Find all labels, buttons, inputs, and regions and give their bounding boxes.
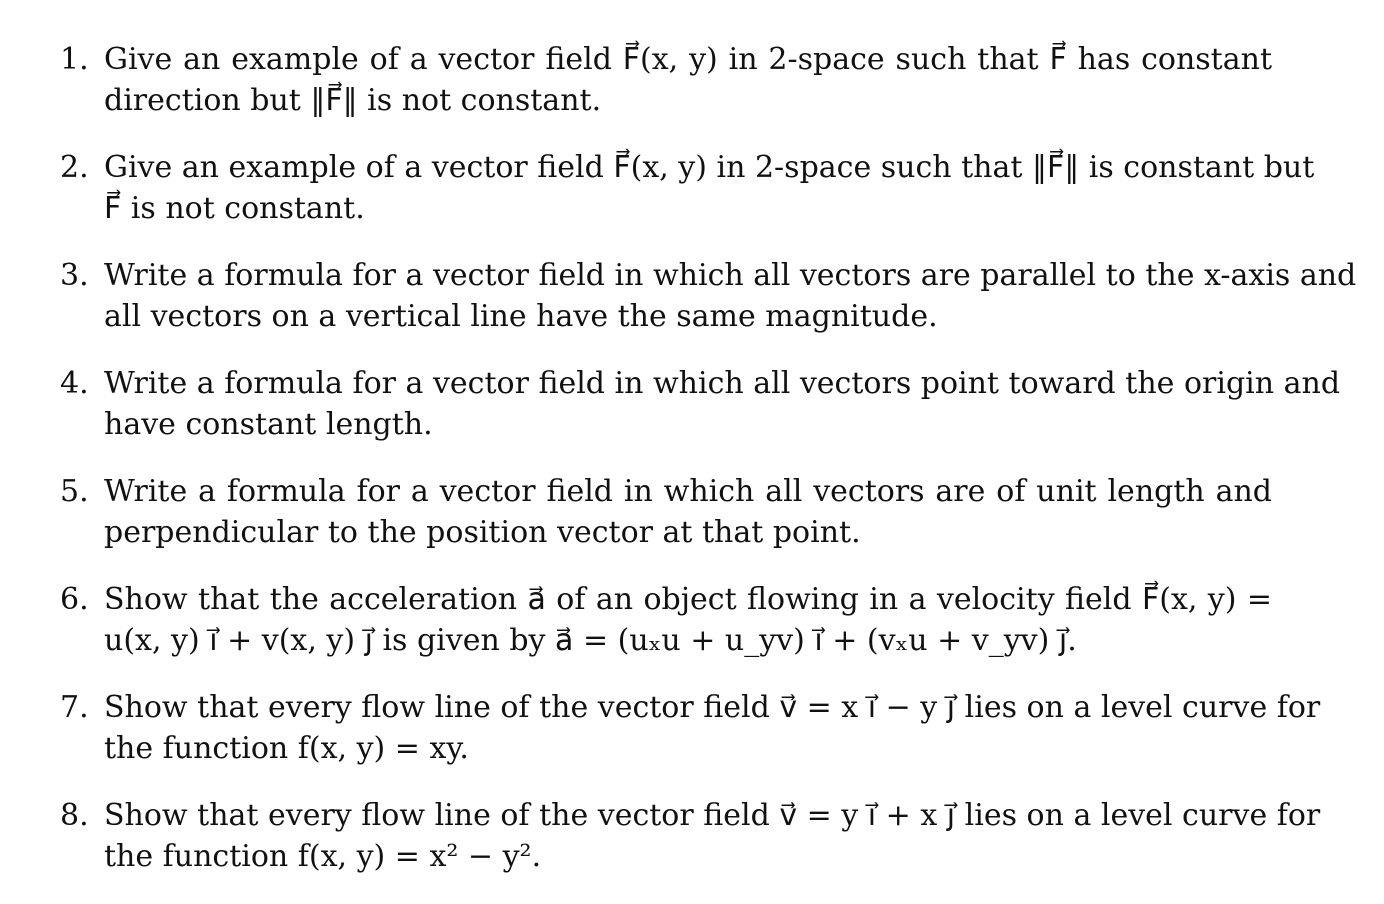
problem-text-line-1: Show that every flow line of the vector field v⃗ = x i⃗ − y j⃗ lies on a level curve for [104,690,1321,725]
problem-text-line-2: u(x, y) i⃗ + v(x, y) j⃗ is given by a⃗ = (uₓu + u_yv) i⃗ + (vₓu + v_yv) j⃗. [104,623,1077,658]
problem-number: 2. [60,150,89,185]
problem-text-line-1: Give an example of a vector field F⃗(x, y) in 2-space such that F⃗ has constant [104,42,1272,77]
problem-text-line-1: Show that every flow line of the vector field v⃗ = y i⃗ + x j⃗ lies on a level curve for [104,798,1321,833]
problem-text-line-2: all vectors on a vertical line have the same magnitude. [104,299,938,334]
problem-text-line-1: Show that the acceleration a⃗ of an object flowing in a velocity field F⃗(x, y) = [104,582,1272,617]
problem-number: 6. [60,582,89,617]
problem-number: 4. [60,366,89,401]
problem-number: 5. [60,474,89,509]
problem-text-line-1: Give an example of a vector field F⃗(x, y) in 2-space such that ‖F⃗‖ is constant but [104,150,1315,185]
problem-number: 8. [60,798,89,833]
problem-text-line-1: Write a formula for a vector field in which all vectors are of unit length and [104,474,1272,509]
problem-number: 3. [60,258,89,293]
problem-text-line-2: have constant length. [104,407,433,442]
problem-text-line-2: F⃗ is not constant. [104,191,365,226]
problem-number: 1. [60,42,89,77]
problem-text-line-2: the function f(x, y) = x² − y². [104,839,542,874]
problem-text-line-2: the function f(x, y) = xy. [104,731,469,766]
problem-number: 7. [60,690,89,725]
problem-text-line-1: Write a formula for a vector field in which all vectors are parallel to the x-axis and [104,258,1357,293]
problem-text-line-2: perpendicular to the position vector at that point. [104,515,861,550]
problem-text-line-2: direction but ‖F⃗‖ is not constant. [104,83,602,118]
problem-text-line-1: Write a formula for a vector field in which all vectors point toward the origin and [104,366,1341,401]
